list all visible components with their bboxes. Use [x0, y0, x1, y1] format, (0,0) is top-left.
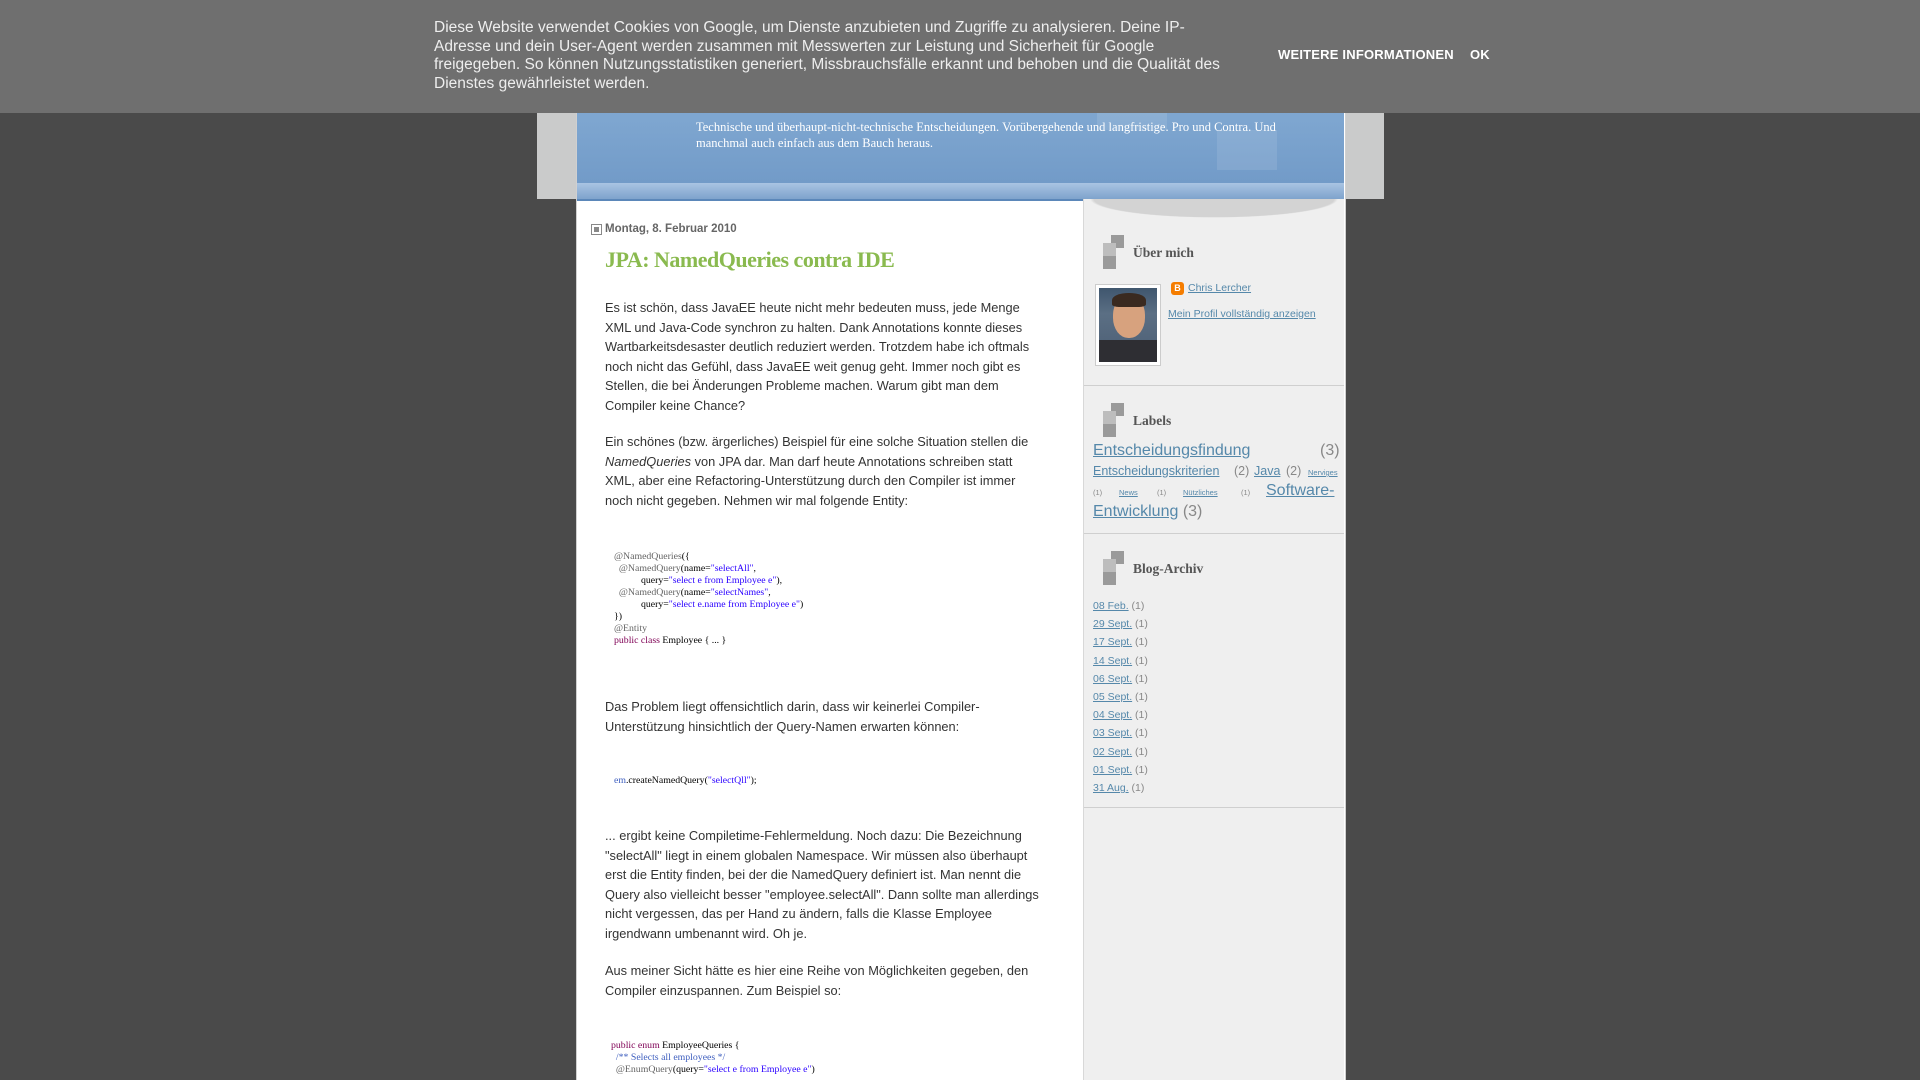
label-link-java[interactable]: Java: [1254, 464, 1281, 478]
label-count: (3): [1320, 442, 1340, 459]
archive-count: (1): [1135, 672, 1148, 685]
post-text-emphasis: NamedQueries: [605, 453, 692, 469]
label-count: (2): [1286, 464, 1302, 478]
archive-link[interactable]: 04 Sept.: [1093, 709, 1133, 722]
archive-link[interactable]: 31 Aug.: [1093, 782, 1129, 795]
archive-item: [1093, 652, 1148, 670]
cookie-notice-bar: [0, 0, 1920, 113]
cookie-notice-text: Diese Website verwendet Cookies von Google, um Dienste anzubieten und Zugriffe zu analysieren. Deine IP-Adresse und dein User-Agent werden zusammen mit Messwerten zur Leistung und Sicherheit für Google freigegeben. So können Nutzungsstatistiken generiert, Missbrauchsfälle erkannt und behoben und die Qualität des Dienstes gewährleistet werden.: [434, 19, 1220, 92]
code-block-entity: @NamedQueries({ @NamedQuery(name="selectAll", query="select e from Employee e"), @NamedQuery(name="selectNames", query="select e.name from Employee e") }) @Entity public class Employee { ... }: [614, 551, 804, 646]
archive-link[interactable]: 08 Feb.: [1093, 600, 1129, 612]
date-icon: [591, 224, 602, 235]
archive-title: Blog-Archiv: [1133, 561, 1204, 576]
post-date-header: [591, 223, 737, 235]
label-link-software-entwicklung[interactable]: Software-Entwicklung: [1093, 482, 1335, 520]
post-paragraph: Es ist schön, dass JavaEE heute nicht mehr bedeuten muss, jede Menge XML und Java-Code synchron zu halten. Dank Annotations konnte dieses Wartbarkeitsdesaster deutlich reduziert werden. Trotzdem habe ich oftmals noch nicht das Gefühl, dass JavaEE weit genug geht. Immer noch gibt es Stellen, die bei Änderungen Probleme machen. Warum gibt man dem Compiler keine Chance?: [605, 300, 1030, 413]
post-paragraph: ... ergibt keine Compiletime-Fehlermeldung. Noch dazu: Die Bezeichnung "selectAll" liegt in einem globalen Namespace. Wir müssen also überhaupt erst die Entity finden, bei der die NamedQuery definiert ist. Man nennt die Query also vielleicht besser "employee.selectAll". Dann sollte man allerdings nicht vergessen, das per Hand zu ändern, falls die Klasse Employee irgendwann umbenannt wird. Oh je.: [605, 828, 1039, 941]
archive-item: [1093, 597, 1148, 615]
label-link-nuetzliches[interactable]: Nützliches: [1183, 488, 1218, 497]
sidebar: [1083, 199, 1344, 1080]
post-paragraph: [605, 432, 1045, 510]
archive-count: (1): [1131, 782, 1145, 795]
label-software-entwicklung-row: [1093, 480, 1343, 522]
blog-description: Technische und überhaupt-nicht-technische Entscheidungen. Vorübergehende und langfristige. Pro und Contra. Und manchmal auch einfach aus dem Bauch heraus.: [696, 120, 1276, 150]
archive-link[interactable]: 17 Sept.: [1093, 636, 1133, 649]
labels-title: Labels: [1133, 413, 1172, 428]
archive-link[interactable]: 03 Sept.: [1093, 727, 1133, 740]
post-date: Montag, 8. Februar 2010: [605, 223, 737, 235]
archive-item: [1093, 670, 1148, 688]
archive-item: [1093, 633, 1148, 651]
code-block-query-call: em.createNamedQuery("selectQll");: [614, 775, 757, 786]
widget-bullet-icon: [1103, 235, 1129, 269]
archive-item: [1093, 706, 1148, 724]
archive-count: (1): [1135, 745, 1148, 758]
archive-count: (1): [1135, 654, 1148, 667]
code-block-enum: public enum EmployeeQueries { /** Selects all employees */ @EnumQuery(query="select e from Employee e"): [611, 1040, 815, 1075]
archive-list: [1093, 597, 1148, 797]
archive-item: [1093, 761, 1148, 779]
label-count: (2): [1234, 464, 1250, 478]
archive-item: [1093, 615, 1148, 633]
label-count: (3): [1182, 503, 1203, 520]
label-link-entscheidungskriterien[interactable]: Entscheidungskriterien: [1093, 464, 1220, 478]
divider: [1084, 533, 1344, 534]
label-link-news[interactable]: News: [1119, 488, 1138, 497]
archive-link[interactable]: 05 Sept.: [1093, 691, 1133, 704]
widget-bullet-icon: [1103, 403, 1129, 437]
sidebar-decoration: [1084, 199, 1344, 239]
post-paragraph: Das Problem liegt offensichtlich darin, dass wir keinerlei Compiler-Unterstützung hinsichtlich der Query-Namen erwarten können:: [605, 699, 980, 734]
blogger-icon: B: [1171, 282, 1184, 295]
archive-item: [1093, 743, 1148, 761]
archive-count: (1): [1131, 600, 1145, 612]
label-count: (1): [1241, 488, 1251, 497]
full-profile-link[interactable]: Mein Profil vollständig anzeigen: [1168, 308, 1316, 320]
archive-item: [1093, 724, 1148, 742]
cookie-ok-button[interactable]: OK: [1470, 47, 1490, 62]
label-count: (1): [1093, 488, 1103, 497]
archive-count: (1): [1135, 691, 1148, 704]
archive-link[interactable]: 06 Sept.: [1093, 672, 1133, 685]
archive-count: (1): [1135, 763, 1148, 776]
archive-count: (1): [1135, 727, 1148, 740]
post-text: von JPA dar. Man darf heute Annotations schreiben statt XML, aber eine Refactoring-Unterstützung durch den Compiler ist immer noch nicht gegeben. Nehmen wir mal folgende Entity:: [605, 453, 1016, 508]
post-paragraph: Aus meiner Sicht hätte es hier eine Reihe von Möglichkeiten gegeben, den Compiler einzuspannen. Zum Beispiel so:: [605, 963, 1029, 998]
label-link-entscheidungsfindung[interactable]: Entscheidungsfindung: [1093, 442, 1251, 459]
archive-count: (1): [1135, 709, 1148, 722]
archive-link[interactable]: 14 Sept.: [1093, 654, 1133, 667]
label-count: (1): [1157, 488, 1167, 497]
divider: [1084, 807, 1344, 808]
archive-link[interactable]: 29 Sept.: [1093, 618, 1133, 631]
cookie-more-info-link[interactable]: WEITERE INFORMATIONEN: [1278, 47, 1454, 62]
divider: [1084, 385, 1344, 386]
archive-item: [1093, 688, 1148, 706]
archive-link[interactable]: 02 Sept.: [1093, 745, 1133, 758]
widget-bullet-icon: [1103, 551, 1129, 585]
archive-item: [1093, 779, 1148, 797]
label-link-nerviges[interactable]: Nerviges: [1308, 468, 1338, 477]
profile-photo[interactable]: [1095, 284, 1161, 366]
post-text: Ein schönes (bzw. ärgerliches) Beispiel für eine solche Situation stellen die: [605, 434, 1029, 449]
archive-count: (1): [1135, 636, 1148, 649]
archive-link[interactable]: 01 Sept.: [1093, 763, 1133, 776]
profile-name-link[interactable]: Chris Lercher: [1188, 282, 1252, 294]
about-title: Über mich: [1133, 245, 1194, 260]
archive-count: (1): [1135, 618, 1148, 631]
post-title: JPA: NamedQueries contra IDE: [605, 247, 895, 272]
